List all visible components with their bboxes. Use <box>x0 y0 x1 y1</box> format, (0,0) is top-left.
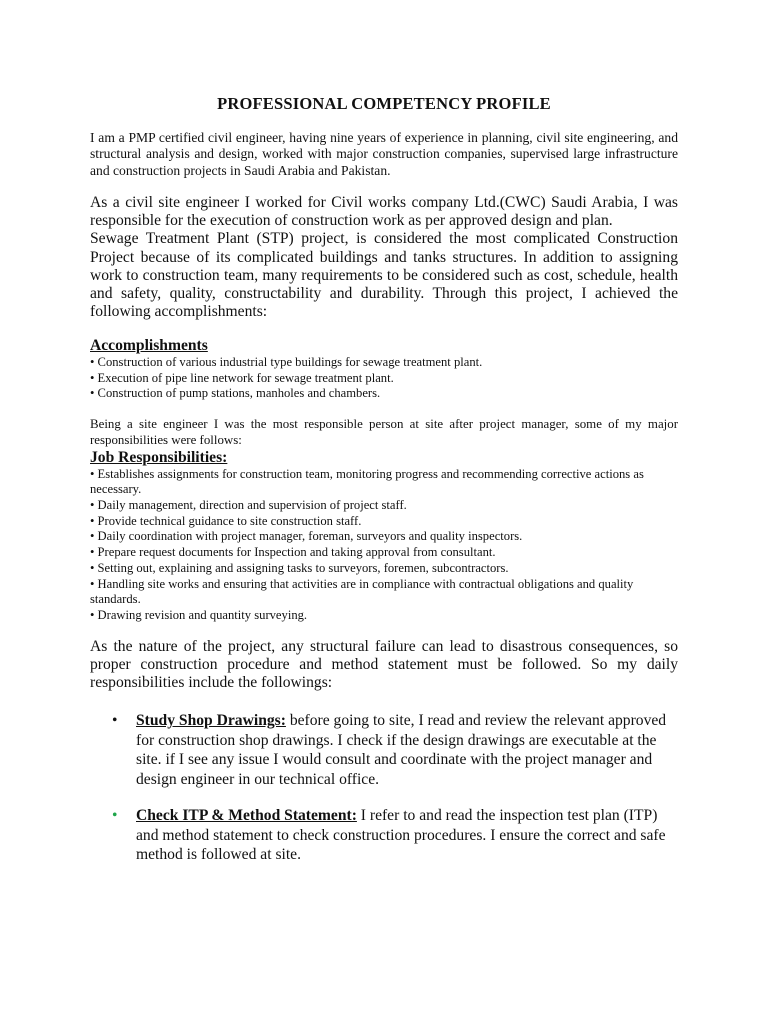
project-paragraph: Sewage Treatment Plant (STP) project, is considered the most complicated Construction Project because of its complicated buildings and tanks structures. In addition to assigning work to construction team, many requirements to be considered such as cost, schedule, health and safety, quality, constructability and durability. Through this project, I achieved the following accomplishments: <box>90 230 678 321</box>
list-item: • Setting out, explaining and assigning tasks to surveyors, foremen, subcontractors. <box>90 560 509 575</box>
list-item: • Drawing revision and quantity surveying. <box>90 607 308 622</box>
list-item: • Daily coordination with project manager, foreman, surveyors and quality inspectors. <box>90 529 523 544</box>
list-item <box>100 806 678 865</box>
daily-responsibilities-list <box>100 711 678 789</box>
list-item <box>100 711 678 789</box>
list-item: • Provide technical guidance to site construction staff. <box>90 513 362 528</box>
nature-section <box>90 638 678 693</box>
accomplishments-heading: Accomplishments <box>90 337 208 354</box>
list-item: • Execution of pipe line network for sewage treatment plant. <box>90 370 394 385</box>
responsibilities-section <box>90 417 678 624</box>
page-title: PROFESSIONAL COMPETENCY PROFILE <box>217 94 551 113</box>
item-text: before going to site, I read and review the relevant approved for construction shop drawings. I check if the design drawings are executable at the site. if I see any issue I would consult and coordinate with the project manager and design engineer in our technical office. <box>136 712 667 788</box>
nature-paragraph: As the nature of the project, any structural failure can lead to disastrous consequences, so proper construction procedure and method statement must be followed. So my daily responsibilities include the followings: <box>90 638 678 692</box>
intro-section <box>90 130 678 179</box>
site-engineer-intro: Being a site engineer I was the most responsible person at site after project manager, some of my major responsibilities were follows: <box>90 417 678 447</box>
list-item: • Establishes assignments for construction team, monitoring progress and recommending corrective actions as necessary. <box>90 466 644 497</box>
experience-paragraph: As a civil site engineer I worked for Civil works company Ltd.(CWC) Saudi Arabia, I was responsible for the execution of construction work as per approved design and plan. <box>90 194 678 230</box>
accomplishments-list <box>90 355 678 402</box>
accomplishments-section <box>90 337 678 402</box>
intro-paragraph: I am a PMP certified civil engineer, having nine years of experience in planning, civil site engineering, and structural analysis and design, worked with major construction companies, supervised large infrastructure and construction projects in Saudi Arabia and Pakistan. <box>90 130 678 178</box>
job-responsibilities-heading: Job Responsibilities: <box>90 448 228 466</box>
list-item: • Construction of pump stations, manholes and chambers. <box>90 386 381 401</box>
list-item: • Construction of various industrial type buildings for sewage treatment plant. <box>90 355 483 369</box>
list-item: • Handling site works and ensuring that activities are in compliance with contractual obligations and quality standards. <box>90 576 634 607</box>
job-responsibilities-list <box>90 467 678 624</box>
bullet-icon: • <box>112 712 118 729</box>
bullet-icon: • <box>112 807 118 824</box>
list-item: • Daily management, direction and supervision of project staff. <box>90 498 407 512</box>
item-label: Study Shop Drawings: <box>136 712 286 729</box>
list-item: • Prepare request documents for Inspection and taking approval from consultant. <box>90 545 496 560</box>
item-label: Check ITP & Method Statement: <box>136 807 357 824</box>
item-text: I refer to and read the inspection test plan (ITP) and method statement to check construction procedures. I ensure the correct and safe method is followed at site. <box>136 807 666 864</box>
experience-section <box>90 194 678 321</box>
daily-responsibilities-list-2 <box>100 806 678 865</box>
